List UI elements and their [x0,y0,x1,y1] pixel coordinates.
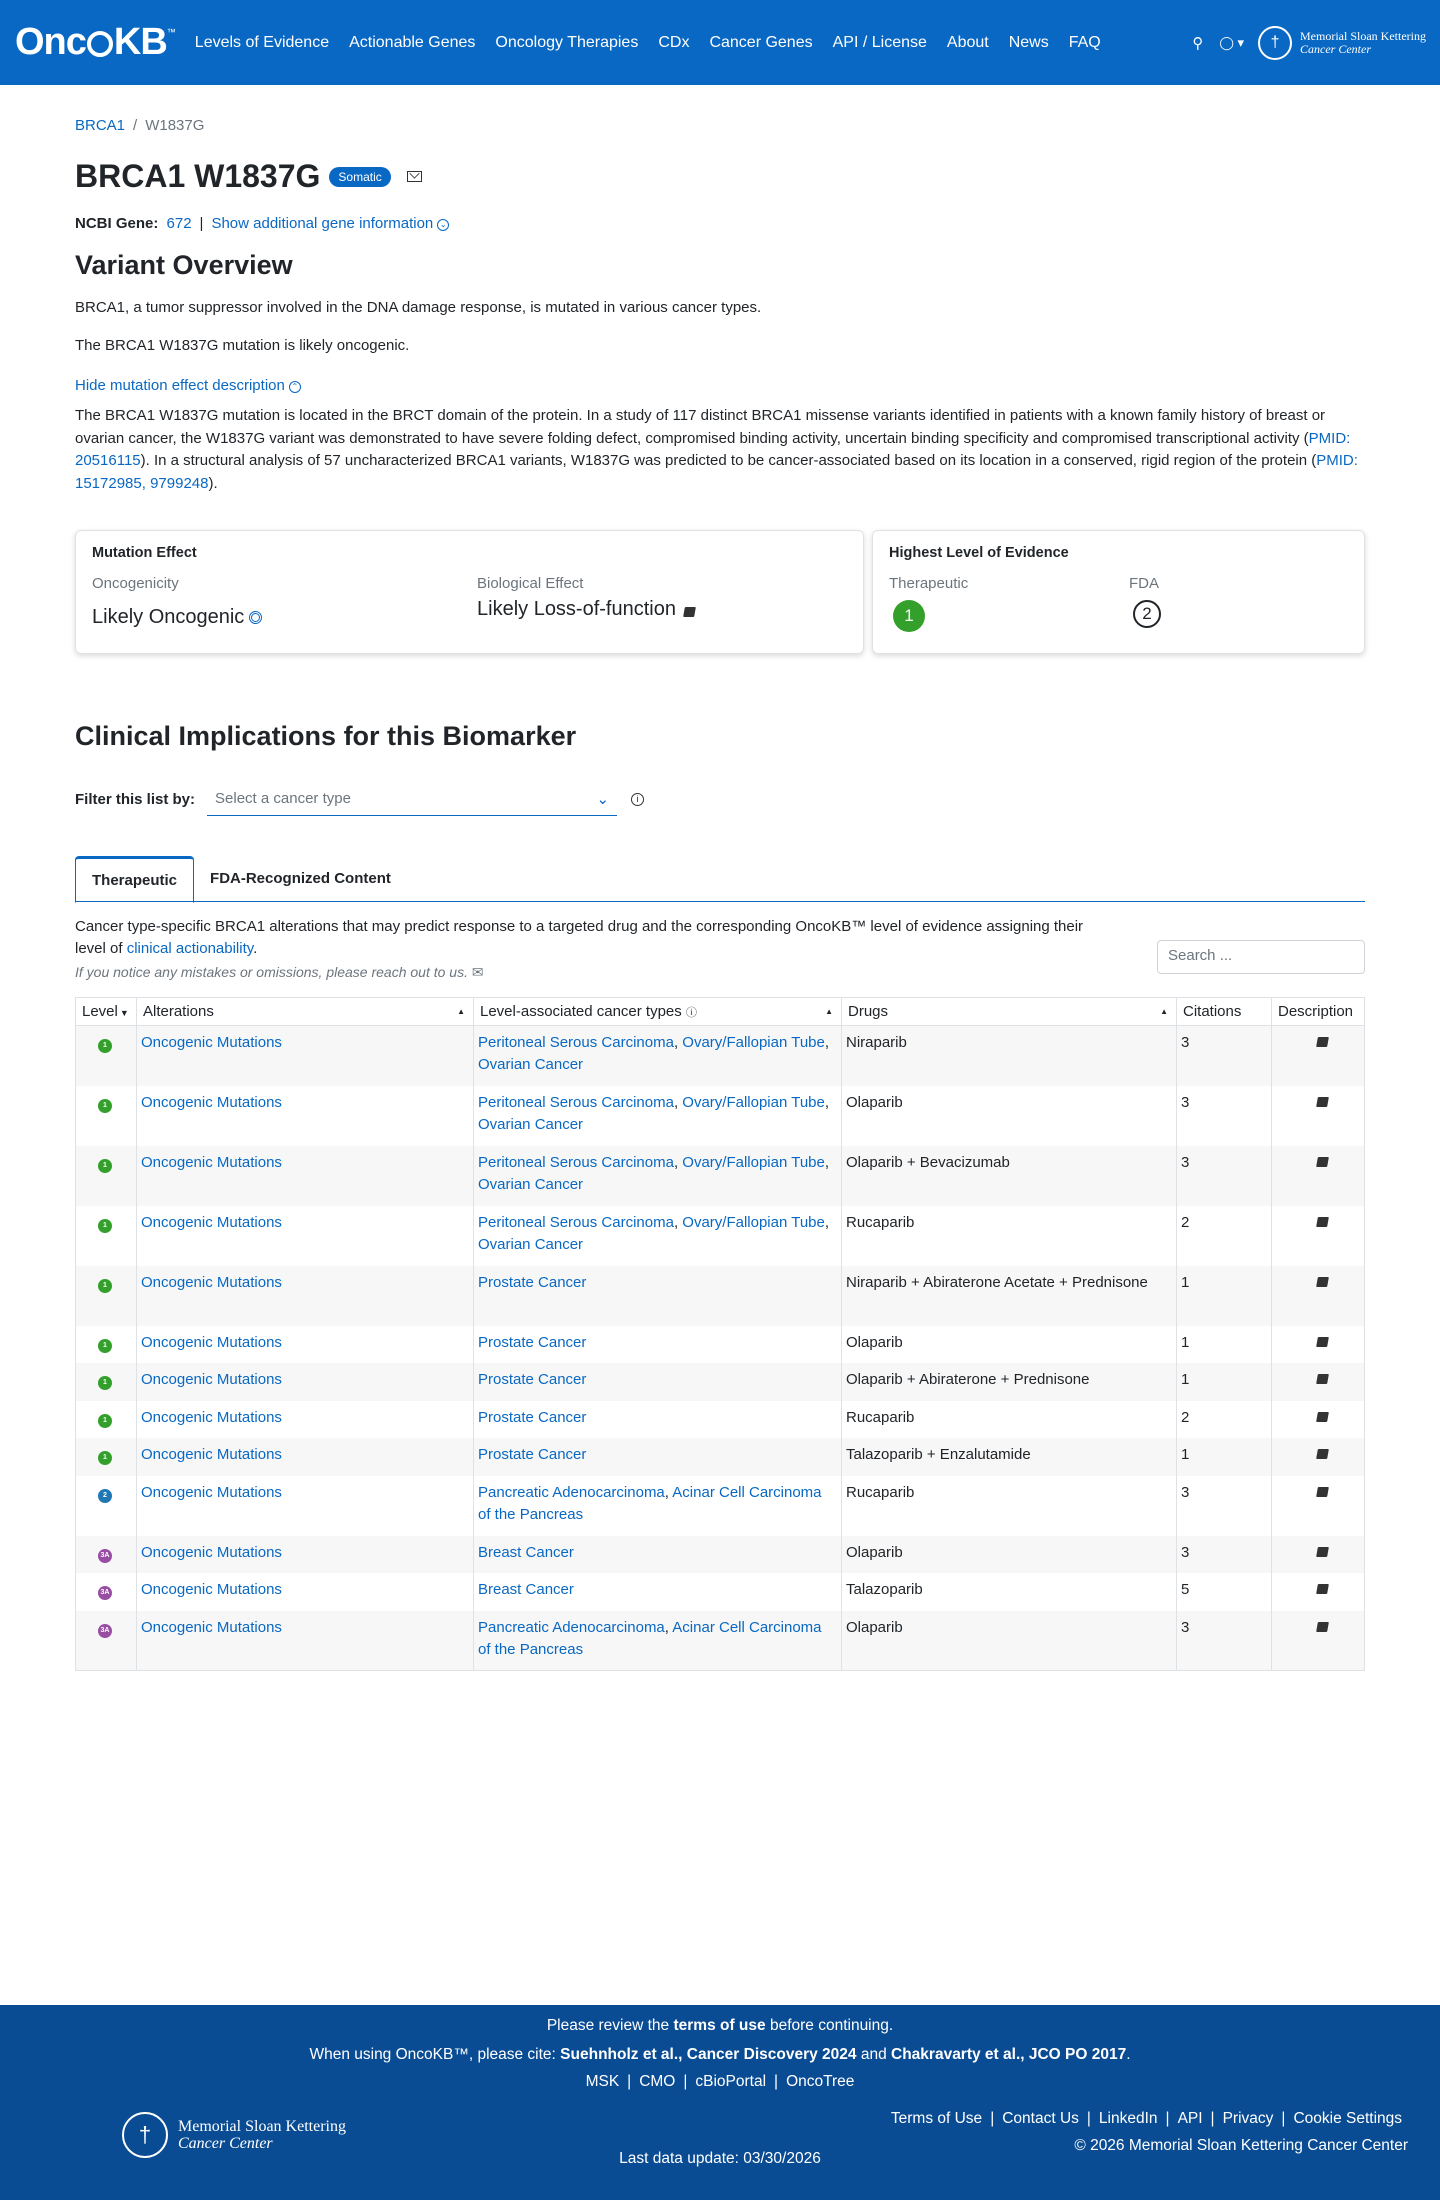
table-intro: Cancer type-specific BRCA1 alterations that may predict response to a targeted drug and the corresponding OncoKB™ level of evidence assigning their level of clinical actionability. [75,918,1084,957]
col-alterations[interactable]: Alterations ▲ [137,998,474,1026]
table-row [76,1146,1365,1206]
drugs-cell: Olaparib + Abiraterone + Prednisone [842,1363,1177,1401]
footer-link-api[interactable]: API [1177,2110,1203,2127]
citations-cell[interactable]: 1 [1177,1266,1272,1326]
cancer-type-link[interactable]: Ovary/Fallopian Tube [682,1093,825,1111]
book-icon[interactable] [1316,1037,1329,1047]
cancer-type-link[interactable]: Breast Cancer [478,1543,574,1561]
footer-msk-logo[interactable]: † Memorial Sloan Kettering Cancer Center [122,2112,346,2158]
tab-therapeutic[interactable]: Therapeutic [75,856,194,903]
book-icon[interactable] [1316,1337,1329,1347]
table-row [76,1476,1365,1536]
separator: , [824,1153,830,1171]
book-icon[interactable] [1316,1622,1329,1632]
main-content [75,85,1365,1671]
drugs-cell: Olaparib [842,1536,1177,1574]
level-1-icon[interactable]: 1 [98,1279,112,1293]
citations-cell[interactable]: 3 [1177,1146,1272,1206]
table-row [76,1266,1365,1326]
separator: , [824,1213,830,1231]
table-row [76,1086,1365,1146]
highest-level-card: Highest Level of Evidence Therapeutic 1 FDA 2 [872,530,1365,654]
drugs-cell: Olaparib [842,1086,1177,1146]
mail-icon[interactable] [407,171,422,182]
chevron-down-circle-icon: ⌄ [437,219,449,231]
cancer-type-link[interactable]: Prostate Cancer [478,1446,587,1463]
nav-links [185,34,1111,52]
cancer-type-link[interactable]: Ovarian Cancer [478,1056,584,1073]
somatic-badge: Somatic [329,167,390,187]
therapeutic-table [75,997,1365,1671]
footer-link-linkedin[interactable]: LinkedIn [1098,2110,1158,2127]
drugs-cell: Talazoparib [842,1573,1177,1611]
citations-cell[interactable]: 5 [1177,1573,1272,1611]
cancer-type-link[interactable]: Peritoneal Serous Carcinoma [478,1213,674,1231]
alteration-link[interactable]: Oncogenic Mutations [141,1371,282,1388]
cancer-type-link[interactable]: Ovary/Fallopian Tube [682,1213,825,1231]
level-1-icon[interactable]: 1 [98,1039,112,1053]
level-1-icon[interactable]: 1 [98,1414,112,1428]
breadcrumb: BRCA1 / W1837G [75,117,205,134]
level-1-icon[interactable]: 1 [98,1219,112,1233]
cancer-type-link[interactable]: Peritoneal Serous Carcinoma [478,1034,674,1051]
book-icon[interactable] [1316,1217,1329,1227]
variant-overview-heading: Variant Overview [75,250,293,280]
separator: , [664,1483,673,1501]
cancer-type-link[interactable]: Prostate Cancer [478,1273,587,1291]
drugs-cell: Olaparib + Bevacizumab [842,1146,1177,1206]
level-1-icon[interactable]: 1 [893,600,925,632]
oncokb-logo[interactable]: Onc KB ™ [15,21,175,63]
separator: , [673,1093,683,1111]
col-citations[interactable]: Citations [1177,998,1272,1026]
tab-fda-recognized[interactable]: FDA-Recognized Content [210,870,391,887]
alteration-link[interactable]: Oncogenic Mutations [141,1034,282,1051]
cancer-type-link[interactable]: Ovary/Fallopian Tube [682,1034,825,1051]
level-1-icon[interactable]: 1 [98,1339,112,1353]
link-separator: | [990,2110,995,2127]
alteration-link[interactable]: Oncogenic Mutations [141,1273,282,1291]
citations-cell[interactable]: 2 [1177,1401,1272,1439]
col-drugs[interactable]: Drugs ▲ [842,998,1177,1026]
level-3a-icon[interactable]: 3A [98,1624,112,1638]
cancer-type-link[interactable]: Pancreatic Adenocarcinoma [478,1483,665,1501]
drugs-cell: Niraparib + Abiraterone Acetate + Prednisone [842,1266,1177,1326]
level-3a-icon[interactable]: 3A [98,1586,112,1600]
col-cancer-types[interactable]: Level-associated cancer types ⓘ ▲ [474,998,842,1026]
citations-cell[interactable]: 3 [1177,1086,1272,1146]
book-icon[interactable] [1316,1412,1329,1422]
table-row [76,1326,1365,1364]
alteration-link[interactable]: Oncogenic Mutations [141,1333,282,1351]
drugs-cell: Rucaparib [842,1401,1177,1439]
book-icon[interactable] [1316,1487,1329,1497]
cancer-type-link[interactable]: Acinar Cell Carcinoma of the Pancreas [478,1483,822,1523]
table-row [76,1573,1365,1611]
msk-emblem-icon: † [1258,26,1292,60]
level-3a-icon[interactable]: 3A [98,1549,112,1563]
book-icon[interactable] [1316,1277,1329,1287]
alteration-link[interactable]: Oncogenic Mutations [141,1093,282,1111]
footer-link-msk[interactable]: MSK [585,2073,620,2090]
drugs-cell: Talazoparib + Enzalutamide [842,1438,1177,1476]
table-search-input[interactable]: Search ... [1157,940,1365,974]
mail-icon[interactable]: ✉ [471,964,484,980]
alteration-link[interactable]: Oncogenic Mutations [141,1213,282,1231]
table-row [76,1611,1365,1671]
table-row [76,1363,1365,1401]
top-navbar [0,0,1440,85]
table-row [76,1401,1365,1439]
level-1-icon[interactable]: 1 [98,1099,112,1113]
col-description: Description [1272,998,1365,1026]
drugs-cell: Rucaparib [842,1206,1177,1266]
cancer-type-link[interactable]: Peritoneal Serous Carcinoma [478,1093,674,1111]
level-1-icon[interactable]: 1 [98,1451,112,1465]
table-row [76,1026,1365,1086]
footer-link-contact-us[interactable]: Contact Us [1002,2110,1079,2127]
breadcrumb-current: W1837G [145,117,205,134]
oncogenicity-value: Likely Oncogenic [92,606,477,629]
drugs-cell: Rucaparib [842,1476,1177,1536]
footer-right-links [891,2110,1402,2128]
alteration-link[interactable]: Oncogenic Mutations [141,1408,282,1426]
filter-label: Filter this list by: [75,790,196,808]
cancer-type-link[interactable]: Ovarian Cancer [478,1115,584,1133]
drugs-cell: Olaparib [842,1611,1177,1671]
nav-link-oncology-therapies[interactable]: Oncology Therapies [495,33,639,51]
alteration-link[interactable]: Oncogenic Mutations [141,1153,282,1171]
copyright: © 2026 Memorial Sloan Kettering Cancer Center [1074,2137,1408,2154]
table-row [76,1536,1365,1574]
alteration-link[interactable]: Oncogenic Mutations [141,1543,282,1561]
search-icon[interactable]: ⚲ [1192,34,1204,52]
nav-link-faq[interactable]: FAQ [1068,33,1101,51]
separator: , [673,1034,683,1051]
book-icon[interactable] [1316,1157,1329,1167]
chevron-up-circle-icon: ⌃ [289,381,301,393]
ncbi-gene-link[interactable]: 672 [166,215,192,232]
separator: , [824,1093,830,1111]
link-separator: | [627,2073,632,2090]
citations-cell[interactable]: 2 [1177,1206,1272,1266]
separator: , [664,1618,673,1636]
oncogenic-target-icon [249,611,262,624]
nav-link-cdx[interactable]: CDx [658,33,690,51]
citations-cell[interactable]: 3 [1177,1611,1272,1671]
link-separator: | [1210,2110,1215,2127]
citations-cell[interactable]: 3 [1177,1536,1272,1574]
mutation-effect-card: Mutation Effect Oncogenicity Likely Oncogenic Biological Effect Likely Loss-of-function [75,530,864,654]
citations-cell[interactable]: 1 [1177,1438,1272,1476]
footer-link-cbioportal[interactable]: cBioPortal [695,2073,767,2090]
page-title: BRCA1 W1837G Somatic [75,158,1365,195]
variant-summary: The BRCA1 W1837G mutation is likely oncogenic. [75,337,410,354]
clinical-implications-heading: Clinical Implications for this Biomarker [75,721,577,751]
drugs-cell: Olaparib [842,1326,1177,1364]
footer [0,2005,1440,2200]
terms-link[interactable]: terms of use [673,2017,766,2034]
nav-link-actionable-genes[interactable]: Actionable Genes [349,33,476,51]
alteration-link[interactable]: Oncogenic Mutations [141,1581,282,1598]
separator: , [673,1213,683,1231]
footer-links [0,2073,1440,2091]
separator: , [824,1034,830,1051]
nav-link-levels-of-evidence[interactable]: Levels of Evidence [194,33,330,51]
book-icon[interactable] [1316,1547,1329,1557]
show-gene-info-link[interactable]: Show additional gene information ⌄ [211,215,449,232]
cancer-type-link[interactable]: Prostate Cancer [478,1408,587,1426]
feedback-note: If you notice any mistakes or omissions, please reach out to us. ✉ [75,964,484,980]
citations-cell[interactable]: 3 [1177,1476,1272,1536]
pmid-link[interactable]: PMID: 20516115 [75,429,1351,469]
cancer-type-link[interactable]: Pancreatic Adenocarcinoma [478,1618,665,1636]
clinical-actionability-link[interactable]: clinical actionability [126,940,254,957]
chevron-down-icon: ⌄ [596,790,610,808]
level-1-icon[interactable]: 1 [98,1376,112,1390]
book-icon[interactable] [1316,1374,1329,1384]
link-separator: | [1086,2110,1091,2127]
book-icon[interactable] [1316,1584,1329,1594]
cancer-type-link[interactable]: Ovarian Cancer [478,1235,584,1253]
citation-notice: When using OncoKB™, please cite: Suehnholz et al., Cancer Discovery 2024 and Chakravarty et al., JCO PO 2017. [309,2046,1131,2063]
cancer-type-link[interactable]: Ovarian Cancer [478,1175,584,1193]
last-update: Last data update: 03/30/2026 [619,2150,821,2167]
table-row [76,1438,1365,1476]
link-separator: | [1281,2110,1286,2127]
drugs-cell: Niraparib [842,1026,1177,1086]
link-separator: | [774,2073,779,2090]
cancer-type-select[interactable]: Select a cancer type ⌄ [207,782,617,816]
mutation-effect-description: The BRCA1 W1837G mutation is located in the BRCT domain of the protein. In a study of 117 distinct BRCA1 missense variants identified in patients with a known family history of breast or ovarian cancer, the W1837G variant was demonstrated to have severe folding defect, compromised binding activity, uncertain binding specificity and compromised transcriptional activity (PMID: 20516115). In a structural analysis of 57 uncharacterized BRCA1 variants, W1837G was predicted to be cancer-associated based on its location in a conserved, rigid region of the protein (PMID: 15172985, 9799248). [75,407,1358,492]
separator: , [673,1153,683,1171]
biological-effect-value: Likely Loss-of-function [477,598,695,621]
link-separator: | [1165,2110,1170,2127]
alteration-link[interactable]: Oncogenic Mutations [141,1483,282,1501]
user-icon[interactable]: ◯ ▾ [1219,34,1245,50]
cancer-type-link[interactable]: Prostate Cancer [478,1371,587,1388]
col-level[interactable]: Level ▼ [76,998,137,1026]
level-1-icon[interactable]: 1 [98,1159,112,1173]
ncbi-gene-row: NCBI Gene: 672 | Show additional gene information ⌄ [75,215,1365,232]
gene-summary: BRCA1, a tumor suppressor involved in the DNA damage response, is mutated in various cancer types. [75,299,762,316]
footer-link-oncotree[interactable]: OncoTree [786,2073,855,2090]
alteration-link[interactable]: Oncogenic Mutations [141,1446,282,1463]
citations-cell[interactable]: 1 [1177,1363,1272,1401]
book-icon[interactable] [683,607,696,617]
msk-emblem-icon: † [122,2112,168,2158]
footer-link-terms-of-use[interactable]: Terms of Use [890,2110,983,2127]
info-icon[interactable]: i [631,793,644,806]
footer-link-cookie-settings[interactable]: Cookie Settings [1293,2110,1402,2127]
fda-level-2-icon[interactable]: 2 [1133,600,1161,628]
cancer-type-link[interactable]: Breast Cancer [478,1581,574,1598]
footer-link-cmo[interactable]: CMO [639,2073,676,2090]
book-icon[interactable] [1316,1097,1329,1107]
level-2-icon[interactable]: 2 [98,1489,112,1503]
citations-cell[interactable]: 1 [1177,1326,1272,1364]
nav-link-about[interactable]: About [946,33,989,51]
nav-link-cancer-genes[interactable]: Cancer Genes [709,33,813,51]
link-separator: | [683,2073,688,2090]
footer-link-privacy[interactable]: Privacy [1222,2110,1274,2127]
cancer-type-link[interactable]: Acinar Cell Carcinoma of the Pancreas [478,1618,822,1658]
breadcrumb-gene-link[interactable]: BRCA1 [75,117,126,134]
nav-link-api-license[interactable]: API / License [832,33,927,51]
cancer-type-link[interactable]: Ovary/Fallopian Tube [682,1153,825,1171]
cancer-type-link[interactable]: Peritoneal Serous Carcinoma [478,1153,674,1171]
alteration-link[interactable]: Oncogenic Mutations [141,1618,282,1636]
book-icon[interactable] [1316,1449,1329,1459]
citations-cell[interactable]: 3 [1177,1026,1272,1086]
nav-link-news[interactable]: News [1008,33,1049,51]
hide-description-toggle[interactable]: Hide mutation effect description ⌃ [75,377,301,394]
table-row [76,1206,1365,1266]
msk-logo[interactable]: † Memorial Sloan Kettering Cancer Center [1258,26,1426,60]
terms-notice: Please review the terms of use before continuing. [546,2017,894,2034]
cancer-type-link[interactable]: Prostate Cancer [478,1333,587,1351]
pmid-link[interactable]: PMID: 15172985, 9799248 [75,452,1358,492]
